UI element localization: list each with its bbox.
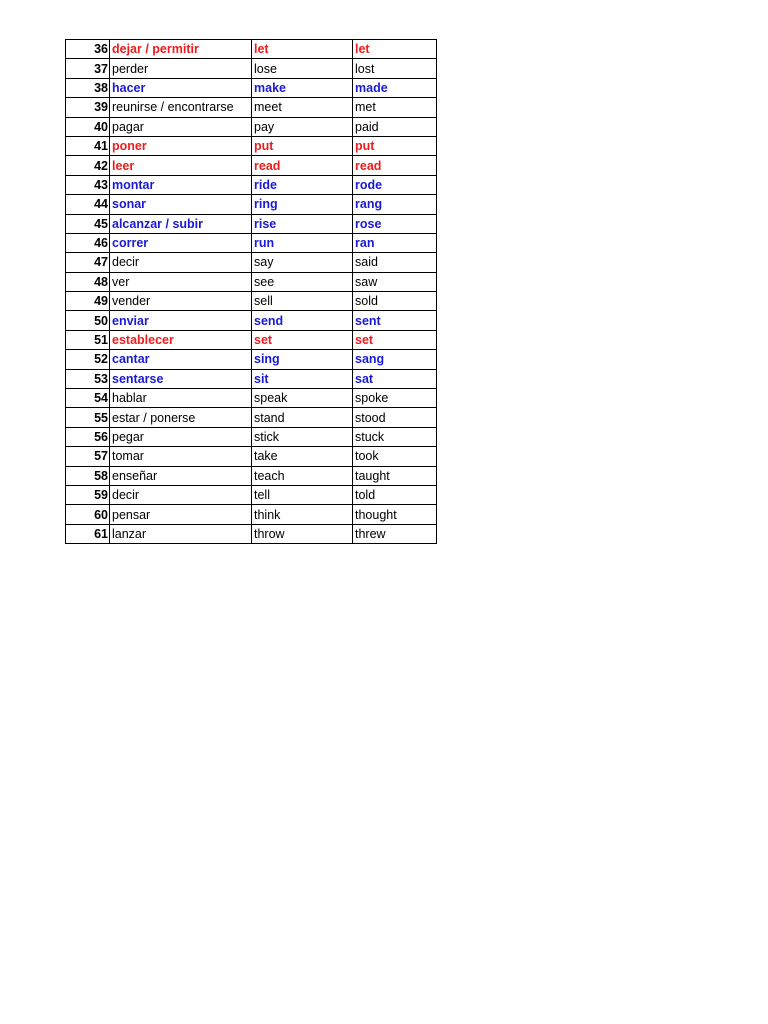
infinitive-cell: lose: [252, 59, 353, 78]
irregular-verbs-table-body: [66, 40, 437, 544]
past-tense-cell: saw: [353, 272, 437, 291]
row-number-cell: 42: [66, 156, 110, 175]
row-number-cell: 54: [66, 389, 110, 408]
infinitive-cell: sing: [252, 350, 353, 369]
table-row: [66, 98, 437, 117]
table-row: [66, 369, 437, 388]
row-number-cell: 58: [66, 466, 110, 485]
infinitive-cell: run: [252, 233, 353, 252]
past-tense-cell: spoke: [353, 389, 437, 408]
infinitive-cell: think: [252, 505, 353, 524]
table-row: [66, 136, 437, 155]
spanish-meaning-cell: leer: [110, 156, 252, 175]
table-row: [66, 350, 437, 369]
past-tense-cell: lost: [353, 59, 437, 78]
infinitive-cell: send: [252, 311, 353, 330]
row-number-cell: 46: [66, 233, 110, 252]
row-number-cell: 39: [66, 98, 110, 117]
spanish-meaning-cell: sonar: [110, 195, 252, 214]
infinitive-cell: ring: [252, 195, 353, 214]
infinitive-cell: rise: [252, 214, 353, 233]
spanish-meaning-cell: hacer: [110, 78, 252, 97]
row-number-cell: 43: [66, 175, 110, 194]
table-row: [66, 59, 437, 78]
row-number-cell: 41: [66, 136, 110, 155]
spanish-meaning-cell: alcanzar / subir: [110, 214, 252, 233]
spanish-meaning-cell: cantar: [110, 350, 252, 369]
infinitive-cell: throw: [252, 524, 353, 543]
past-tense-cell: sat: [353, 369, 437, 388]
spanish-meaning-cell: establecer: [110, 330, 252, 349]
table-row: [66, 253, 437, 272]
infinitive-cell: take: [252, 447, 353, 466]
table-row: [66, 195, 437, 214]
infinitive-cell: pay: [252, 117, 353, 136]
table-row: [66, 311, 437, 330]
spanish-meaning-cell: dejar / permitir: [110, 40, 252, 59]
spanish-meaning-cell: pagar: [110, 117, 252, 136]
past-tense-cell: sang: [353, 350, 437, 369]
infinitive-cell: read: [252, 156, 353, 175]
row-number-cell: 37: [66, 59, 110, 78]
table-row: [66, 447, 437, 466]
past-tense-cell: rose: [353, 214, 437, 233]
row-number-cell: 56: [66, 427, 110, 446]
table-row: [66, 408, 437, 427]
table-row: [66, 214, 437, 233]
infinitive-cell: set: [252, 330, 353, 349]
table-row: [66, 78, 437, 97]
table-row: [66, 505, 437, 524]
row-number-cell: 60: [66, 505, 110, 524]
row-number-cell: 52: [66, 350, 110, 369]
table-row: [66, 330, 437, 349]
irregular-verbs-table: [65, 39, 437, 544]
past-tense-cell: let: [353, 40, 437, 59]
row-number-cell: 59: [66, 485, 110, 504]
spanish-meaning-cell: pensar: [110, 505, 252, 524]
past-tense-cell: sold: [353, 292, 437, 311]
past-tense-cell: put: [353, 136, 437, 155]
table-row: [66, 117, 437, 136]
spanish-meaning-cell: enseñar: [110, 466, 252, 485]
row-number-cell: 40: [66, 117, 110, 136]
table-row: [66, 485, 437, 504]
infinitive-cell: see: [252, 272, 353, 291]
infinitive-cell: tell: [252, 485, 353, 504]
row-number-cell: 61: [66, 524, 110, 543]
table-row: [66, 175, 437, 194]
spanish-meaning-cell: montar: [110, 175, 252, 194]
row-number-cell: 48: [66, 272, 110, 291]
row-number-cell: 53: [66, 369, 110, 388]
spanish-meaning-cell: sentarse: [110, 369, 252, 388]
infinitive-cell: sit: [252, 369, 353, 388]
infinitive-cell: say: [252, 253, 353, 272]
table-row: [66, 427, 437, 446]
past-tense-cell: ran: [353, 233, 437, 252]
infinitive-cell: teach: [252, 466, 353, 485]
spanish-meaning-cell: decir: [110, 253, 252, 272]
spanish-meaning-cell: vender: [110, 292, 252, 311]
past-tense-cell: stuck: [353, 427, 437, 446]
infinitive-cell: make: [252, 78, 353, 97]
infinitive-cell: ride: [252, 175, 353, 194]
past-tense-cell: rang: [353, 195, 437, 214]
row-number-cell: 47: [66, 253, 110, 272]
table-row: [66, 389, 437, 408]
infinitive-cell: let: [252, 40, 353, 59]
spanish-meaning-cell: decir: [110, 485, 252, 504]
past-tense-cell: paid: [353, 117, 437, 136]
past-tense-cell: met: [353, 98, 437, 117]
spanish-meaning-cell: perder: [110, 59, 252, 78]
past-tense-cell: taught: [353, 466, 437, 485]
past-tense-cell: rode: [353, 175, 437, 194]
spanish-meaning-cell: enviar: [110, 311, 252, 330]
row-number-cell: 45: [66, 214, 110, 233]
past-tense-cell: sent: [353, 311, 437, 330]
past-tense-cell: stood: [353, 408, 437, 427]
spanish-meaning-cell: poner: [110, 136, 252, 155]
spanish-meaning-cell: hablar: [110, 389, 252, 408]
past-tense-cell: set: [353, 330, 437, 349]
table-row: [66, 466, 437, 485]
spanish-meaning-cell: estar / ponerse: [110, 408, 252, 427]
past-tense-cell: took: [353, 447, 437, 466]
infinitive-cell: sell: [252, 292, 353, 311]
table-row: [66, 272, 437, 291]
infinitive-cell: put: [252, 136, 353, 155]
past-tense-cell: said: [353, 253, 437, 272]
row-number-cell: 55: [66, 408, 110, 427]
row-number-cell: 51: [66, 330, 110, 349]
table-row: [66, 156, 437, 175]
past-tense-cell: read: [353, 156, 437, 175]
spanish-meaning-cell: lanzar: [110, 524, 252, 543]
infinitive-cell: speak: [252, 389, 353, 408]
spanish-meaning-cell: tomar: [110, 447, 252, 466]
row-number-cell: 50: [66, 311, 110, 330]
row-number-cell: 36: [66, 40, 110, 59]
infinitive-cell: stick: [252, 427, 353, 446]
row-number-cell: 57: [66, 447, 110, 466]
infinitive-cell: meet: [252, 98, 353, 117]
table-row: [66, 233, 437, 252]
past-tense-cell: made: [353, 78, 437, 97]
spanish-meaning-cell: reunirse / encontrarse: [110, 98, 252, 117]
spanish-meaning-cell: pegar: [110, 427, 252, 446]
table-row: [66, 40, 437, 59]
spanish-meaning-cell: correr: [110, 233, 252, 252]
spanish-meaning-cell: ver: [110, 272, 252, 291]
infinitive-cell: stand: [252, 408, 353, 427]
row-number-cell: 49: [66, 292, 110, 311]
table-row: [66, 524, 437, 543]
row-number-cell: 38: [66, 78, 110, 97]
past-tense-cell: thought: [353, 505, 437, 524]
table-row: [66, 292, 437, 311]
row-number-cell: 44: [66, 195, 110, 214]
past-tense-cell: told: [353, 485, 437, 504]
past-tense-cell: threw: [353, 524, 437, 543]
